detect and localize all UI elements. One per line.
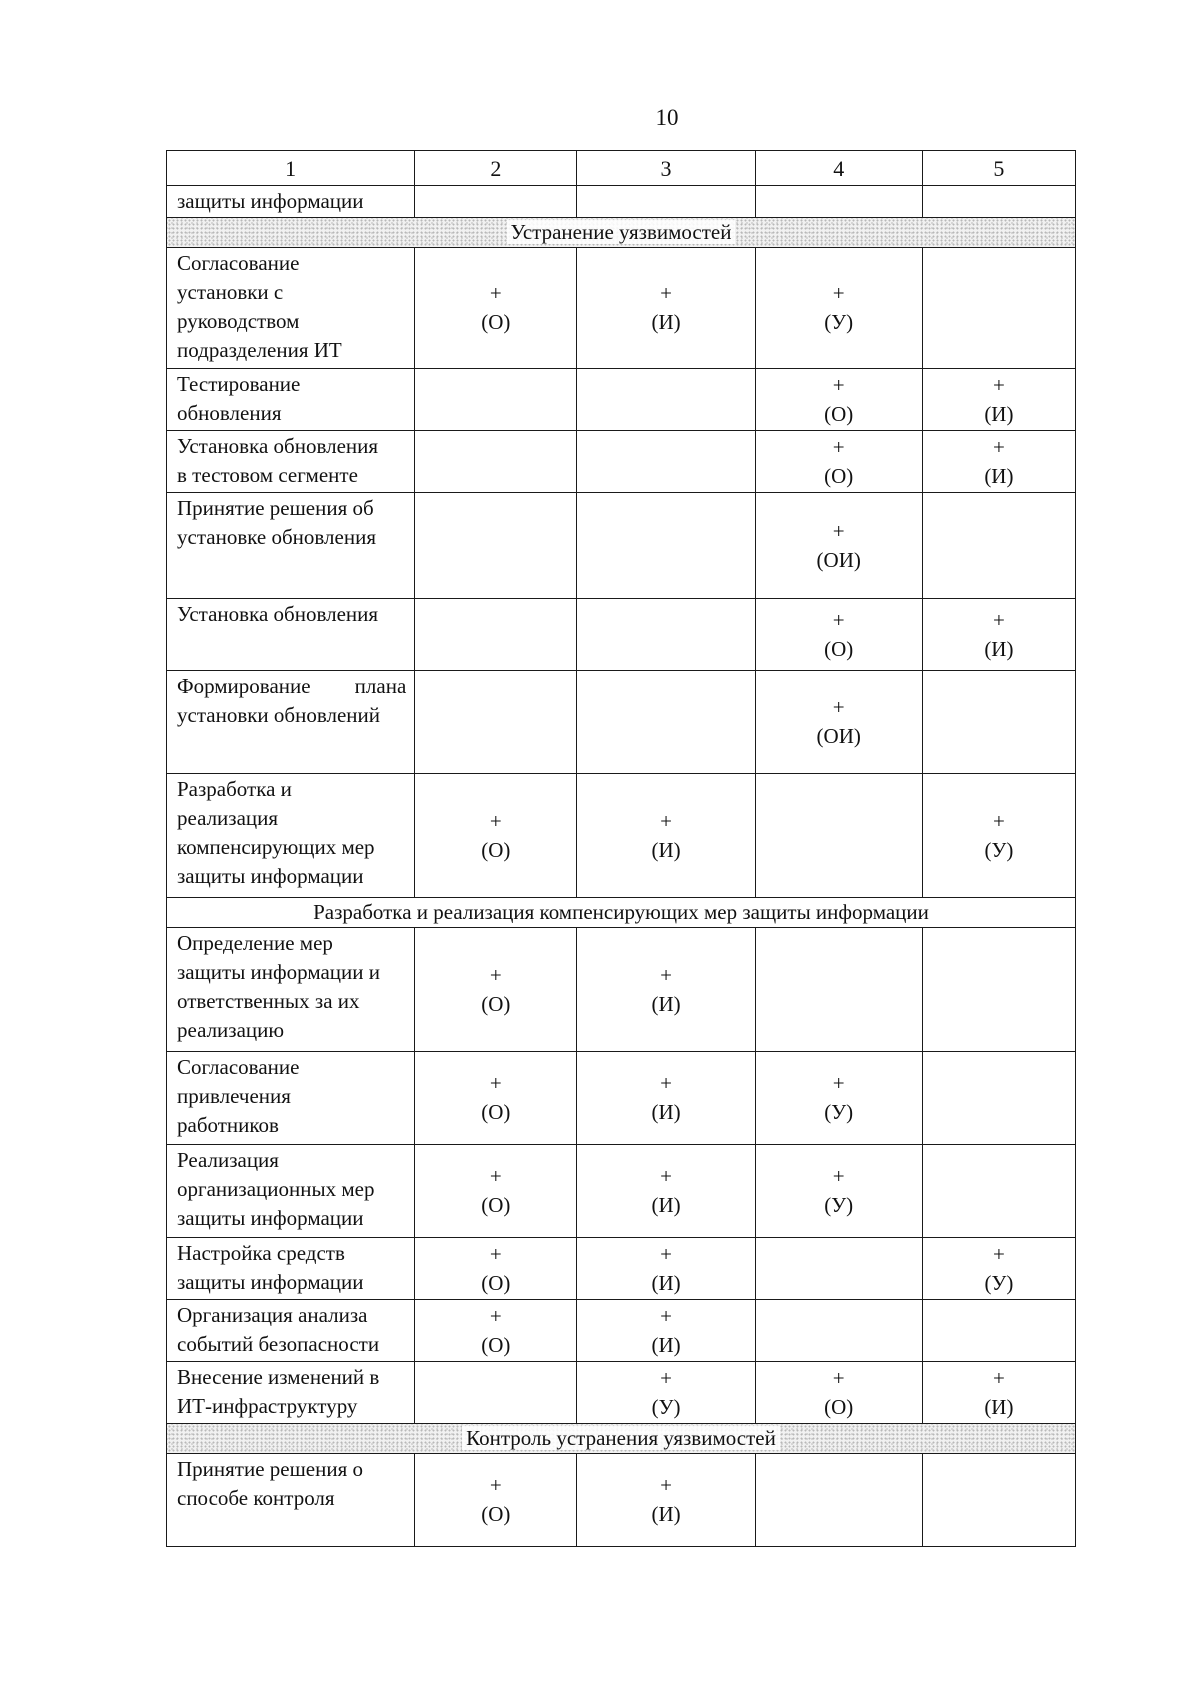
role-code: (У) — [824, 1193, 854, 1217]
role-cell — [922, 1300, 1075, 1362]
role-cell — [577, 671, 755, 774]
role-cell — [755, 1300, 922, 1362]
participation-mark: + — [489, 1473, 502, 1497]
action-cell — [167, 671, 415, 774]
role-cell — [922, 1052, 1075, 1145]
role-cell — [755, 493, 922, 599]
participation-mark: + — [660, 1241, 672, 1266]
role-cell — [415, 369, 577, 431]
action-cell — [167, 186, 415, 218]
action-text-line: установки обновлений — [177, 703, 380, 727]
action-text-line: установке обновления — [177, 525, 376, 549]
role-code: (У) — [824, 310, 854, 334]
participation-mark: + — [992, 808, 1005, 833]
participation-mark: + — [832, 434, 845, 459]
role-cell — [415, 1145, 577, 1238]
participation-mark: + — [489, 1164, 502, 1188]
role-cell — [922, 1362, 1075, 1424]
role-cell — [577, 493, 755, 599]
action-text-line: защиты информации — [177, 1206, 364, 1230]
column-number: 1 — [167, 151, 415, 186]
table-row — [167, 431, 1076, 493]
participation-mark: + — [992, 372, 1005, 397]
action-text-line: защиты информации — [177, 1270, 364, 1294]
action-cell — [167, 1454, 415, 1547]
role-cell — [755, 186, 922, 218]
role-cell — [577, 1052, 755, 1145]
role-code: (И) — [651, 1100, 681, 1124]
section-title-text: Разработка и реализация компенсирующих мер защиты информации — [313, 900, 929, 924]
action-cell — [167, 1238, 415, 1300]
role-code: (О) — [481, 1270, 511, 1295]
action-text-line: Организация анализа — [177, 1303, 368, 1327]
action-text-line: Настройка средств — [177, 1241, 345, 1265]
role-code: (О) — [481, 1332, 511, 1357]
role-cell — [415, 599, 577, 671]
section-header-row — [167, 1424, 1076, 1454]
participation-mark: + — [660, 808, 672, 833]
role-cell — [415, 186, 577, 218]
table-row — [167, 369, 1076, 431]
participation-mark: + — [992, 607, 1005, 632]
role-code: (И) — [984, 636, 1014, 661]
role-cell — [922, 248, 1075, 369]
column-number: 3 — [577, 151, 755, 186]
role-cell — [415, 1238, 577, 1300]
role-code: (О) — [481, 1100, 511, 1124]
role-cell — [755, 431, 922, 493]
participation-mark: + — [832, 1071, 845, 1095]
participation-mark: + — [832, 1365, 845, 1390]
role-cell — [755, 774, 922, 898]
action-text-line: ответственных за их — [177, 989, 360, 1013]
action-cell — [167, 1300, 415, 1362]
participation-mark: + — [832, 518, 845, 543]
table-row — [167, 1362, 1076, 1424]
participation-mark: + — [832, 607, 845, 632]
role-cell — [577, 186, 755, 218]
role-code: (О) — [481, 1193, 511, 1217]
role-code: (И) — [651, 991, 681, 1016]
role-cell — [755, 369, 922, 431]
participation-mark: + — [489, 1071, 502, 1095]
section-title-text: Контроль устранения уязвимостей — [462, 1426, 780, 1450]
role-cell — [755, 1454, 922, 1547]
table-row — [167, 1454, 1076, 1547]
role-cell — [755, 671, 922, 774]
participation-mark: + — [832, 695, 845, 719]
role-code: (У) — [984, 1270, 1014, 1295]
action-text-line: реализация — [177, 806, 279, 830]
role-cell — [755, 1052, 922, 1145]
action-text-line: обновления — [177, 401, 282, 425]
action-text-line: Реализация — [177, 1148, 279, 1172]
role-cell — [755, 599, 922, 671]
action-cell — [167, 599, 415, 671]
action-text-line: Согласование — [177, 251, 300, 275]
role-cell — [577, 1300, 755, 1362]
action-cell — [167, 1362, 415, 1424]
action-text-line: Разработка и — [177, 777, 292, 801]
role-code: (У) — [824, 1100, 854, 1124]
table-row — [167, 774, 1076, 898]
action-cell — [167, 928, 415, 1052]
table-row — [167, 599, 1076, 671]
role-cell — [577, 431, 755, 493]
participation-mark: + — [992, 1241, 1005, 1266]
role-cell — [415, 1454, 577, 1547]
action-cell — [167, 774, 415, 898]
action-cell — [167, 1052, 415, 1145]
role-code: (О) — [824, 401, 854, 426]
participation-mark: + — [660, 1473, 672, 1497]
role-cell — [755, 248, 922, 369]
role-cell — [922, 431, 1075, 493]
action-cell — [167, 1145, 415, 1238]
action-text-line: Формирование плана — [177, 674, 407, 698]
action-text-line: Тестирование — [177, 372, 301, 396]
action-text-line: в тестовом сегменте — [177, 463, 358, 487]
action-text-line: ИТ-инфраструктуру — [177, 1394, 358, 1418]
role-code: (О) — [481, 837, 511, 862]
role-cell — [755, 928, 922, 1052]
participation-mark: + — [489, 962, 502, 987]
responsibility-matrix-table — [166, 150, 1076, 1547]
role-code: (И) — [984, 1394, 1014, 1419]
participation-mark: + — [660, 281, 672, 305]
participation-mark: + — [832, 1164, 845, 1188]
action-text-line: руководством — [177, 309, 300, 333]
role-cell — [577, 928, 755, 1052]
role-code: (ОИ) — [816, 724, 861, 748]
role-code: (О) — [481, 991, 511, 1016]
role-code: (О) — [824, 463, 854, 488]
role-cell — [922, 928, 1075, 1052]
section-title-text: Устранение уязвимостей — [507, 220, 736, 244]
role-cell — [415, 431, 577, 493]
action-cell — [167, 369, 415, 431]
role-cell — [415, 1052, 577, 1145]
action-cell — [167, 493, 415, 599]
role-cell — [922, 493, 1075, 599]
role-code: (ОИ) — [816, 547, 861, 572]
role-cell — [922, 774, 1075, 898]
table-row — [167, 1238, 1076, 1300]
role-cell — [922, 186, 1075, 218]
role-code: (И) — [651, 837, 681, 862]
role-cell — [755, 1362, 922, 1424]
role-cell — [922, 369, 1075, 431]
action-text-line: компенсирующих мер — [177, 835, 375, 859]
table-row — [167, 928, 1076, 1052]
participation-mark: + — [660, 962, 672, 987]
role-cell — [415, 493, 577, 599]
role-cell — [577, 1238, 755, 1300]
role-code: (О) — [481, 1502, 511, 1526]
action-text-line: защиты информации и — [177, 960, 380, 984]
table-row — [167, 248, 1076, 369]
section-title — [167, 1424, 1076, 1454]
participation-mark: + — [489, 281, 502, 305]
action-text-line: защиты информации — [177, 189, 364, 213]
role-code: (У) — [984, 837, 1014, 862]
action-text-line: Определение мер — [177, 931, 333, 955]
role-cell — [922, 1145, 1075, 1238]
action-text-line: Принятие решения об — [177, 496, 374, 520]
role-code: (О) — [481, 310, 511, 334]
role-cell — [415, 671, 577, 774]
role-cell — [922, 599, 1075, 671]
table-row — [167, 671, 1076, 774]
action-text-line: реализацию — [177, 1018, 285, 1042]
participation-mark: + — [832, 281, 845, 305]
action-text-line: защиты информации — [177, 864, 364, 888]
action-text-line: Внесение изменений в — [177, 1365, 380, 1389]
participation-mark: + — [489, 1241, 502, 1266]
role-cell — [577, 1454, 755, 1547]
section-header-row — [167, 898, 1076, 928]
role-code: (И) — [651, 310, 681, 334]
role-code: (И) — [984, 401, 1014, 426]
role-code: (У) — [651, 1394, 681, 1419]
action-text-line: способе контроля — [177, 1486, 335, 1510]
table-row — [167, 186, 1076, 218]
role-cell — [922, 671, 1075, 774]
matrix-body — [167, 151, 1076, 1547]
role-code: (О) — [824, 636, 854, 661]
participation-mark: + — [660, 1365, 672, 1390]
participation-mark: + — [992, 434, 1005, 459]
action-text-line: Принятие решения о — [177, 1457, 363, 1481]
role-cell — [415, 774, 577, 898]
action-text-line: привлечения — [177, 1084, 291, 1108]
role-cell — [755, 1238, 922, 1300]
action-text-line: Установка обновления — [177, 602, 379, 626]
role-cell — [577, 369, 755, 431]
action-text-line: подразделения ИТ — [177, 338, 342, 362]
role-code: (И) — [651, 1332, 681, 1357]
role-cell — [415, 928, 577, 1052]
table-row — [167, 1052, 1076, 1145]
role-cell — [755, 1145, 922, 1238]
role-cell — [577, 248, 755, 369]
action-text-line: Согласование — [177, 1055, 300, 1079]
role-cell — [415, 1300, 577, 1362]
table-row — [167, 493, 1076, 599]
section-title — [167, 218, 1076, 248]
role-cell — [922, 1238, 1075, 1300]
action-text-line: установки с — [177, 280, 284, 304]
role-code: (И) — [651, 1193, 681, 1217]
action-text-line: работников — [177, 1113, 279, 1137]
participation-mark: + — [489, 1303, 502, 1328]
role-cell — [577, 599, 755, 671]
column-number: 4 — [755, 151, 922, 186]
participation-mark: + — [660, 1071, 672, 1095]
column-number-row — [167, 151, 1076, 186]
action-text-line: организационных мер — [177, 1177, 375, 1201]
section-title — [167, 898, 1076, 928]
table-row — [167, 1145, 1076, 1238]
role-code: (О) — [824, 1394, 854, 1419]
participation-mark: + — [489, 808, 502, 833]
participation-mark: + — [992, 1365, 1005, 1390]
participation-mark: + — [660, 1303, 672, 1328]
role-code: (И) — [651, 1502, 681, 1526]
role-code: (И) — [651, 1270, 681, 1295]
participation-mark: + — [832, 372, 845, 397]
action-cell — [167, 248, 415, 369]
column-number: 2 — [415, 151, 577, 186]
page-number: 10 — [655, 105, 679, 130]
role-code: (И) — [984, 463, 1014, 488]
participation-mark: + — [660, 1164, 672, 1188]
role-cell — [922, 1454, 1075, 1547]
action-cell — [167, 431, 415, 493]
role-cell — [577, 1362, 755, 1424]
action-text-line: Установка обновления — [177, 434, 379, 458]
table-row — [167, 1300, 1076, 1362]
role-cell — [577, 774, 755, 898]
role-cell — [415, 1362, 577, 1424]
role-cell — [577, 1145, 755, 1238]
column-number: 5 — [922, 151, 1075, 186]
section-header-row — [167, 218, 1076, 248]
action-text-line: событий безопасности — [177, 1332, 380, 1356]
role-cell — [415, 248, 577, 369]
